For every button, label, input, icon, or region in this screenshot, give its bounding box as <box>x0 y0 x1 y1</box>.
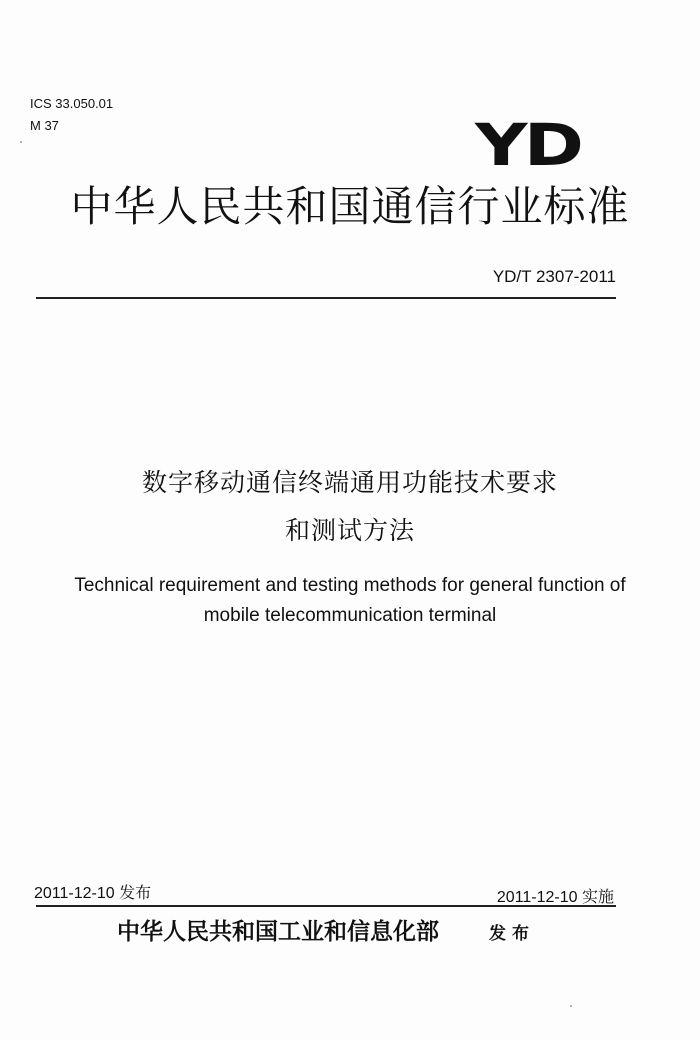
document-title-cn-line2: 和测试方法 <box>284 516 415 545</box>
implementation-date: 2011-12-10 实施 <box>496 889 614 906</box>
document-title-cn-line1: 数字移动通信终端通用功能技术要求 <box>141 468 558 497</box>
document-title-en-line2: mobile telecommunication terminal <box>203 605 497 626</box>
standard-title: 中华人民共和国通信行业标准 <box>70 182 630 231</box>
document-title-en-line1: Technical requirement and testing methods for general function of <box>74 575 626 596</box>
publish-label: 发布 <box>489 924 535 944</box>
scan-speck <box>20 141 22 143</box>
footer-divider <box>36 905 616 907</box>
header-divider <box>36 297 616 299</box>
scan-speck <box>570 1005 572 1007</box>
issue-date: 2011-12-10 发布 <box>34 885 152 902</box>
issuing-ministry: 中华人民共和国工业和信息化部 <box>117 918 439 945</box>
standard-code: YD/T 2307-2011 <box>492 267 616 286</box>
ics-code: ICS 33.050.01 <box>30 96 114 111</box>
classification-code: M 37 <box>30 118 59 133</box>
yd-logo: YD <box>474 111 580 179</box>
